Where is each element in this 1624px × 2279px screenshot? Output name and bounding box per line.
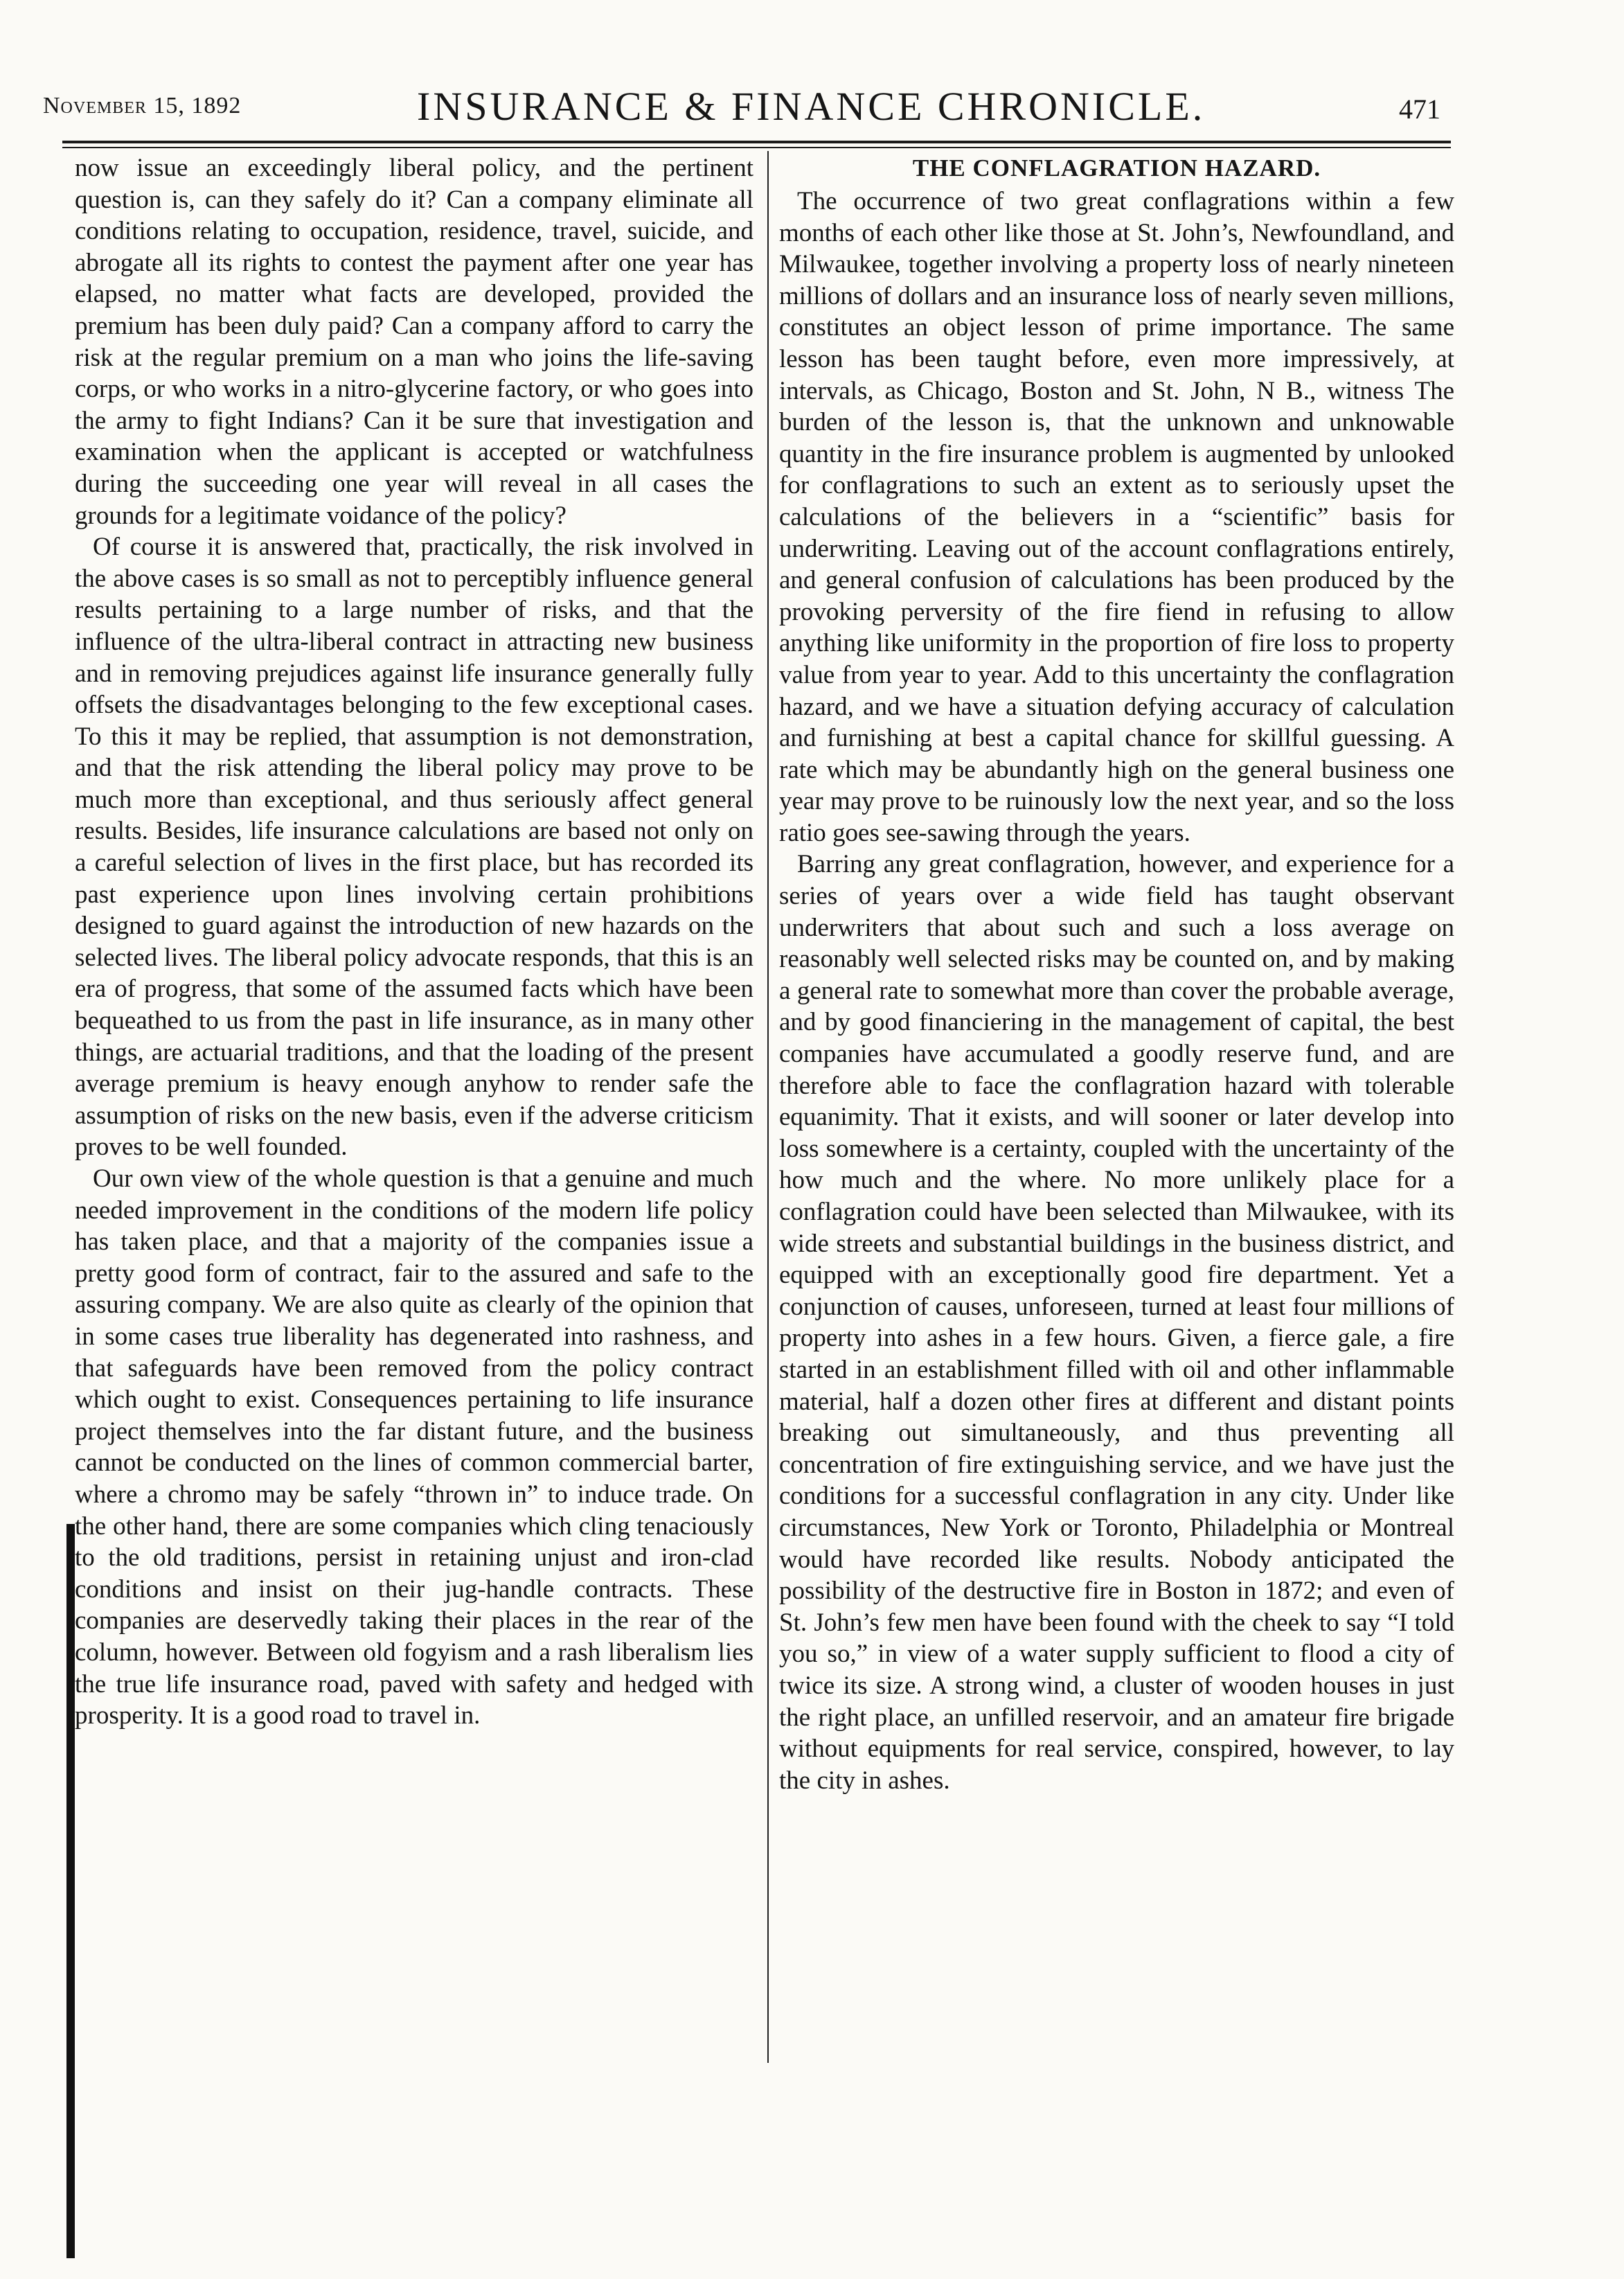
right-column	[779, 152, 1454, 1796]
issue-date: November 15, 1892	[43, 93, 242, 118]
header-rule-thin	[62, 147, 1451, 148]
paragraph: Of course it is answered that, practically, the risk involved in the above cases is so small as not to perceptibly influence general results pertaining to a large number of risks, and that the influence of the ultra-liberal contract in attracting new business and in removing prejudices against life insurance generally fully offsets the disadvantages belonging to the few exceptional cases. To this it may be replied, that assumption is not demonstration, and that the risk attending the liberal policy may prove to be much more than exceptional, and thus seriously affect general results. Besides, life insurance calculations are based not only on a careful selection of lives in the first place, but has recorded its past experience upon lines involving certain prohibitions designed to guard against the introduction of new hazards on the selected lives. The liberal policy advocate responds, that this is an era of progress, that some of the assumed facts which have been bequeathed to us from the past in life insurance, as in many other things, are actuarial traditions, and that the loading of the present average premium is heavy enough anyhow to render safe the assumption of risks on the new basis, even if the adverse criticism proves to be well founded.	[75, 533, 753, 1162]
page-number: 471	[1399, 94, 1440, 125]
header-rule	[62, 141, 1451, 143]
column-divider	[767, 151, 769, 2063]
paragraph: Barring any great conflagration, however, and experience for a series of years over a wide field has taught observant underwriters that about such and such a loss average on reasonably well selected risks may be counted on, and by making a general rate to somewhat more than cover the probable average, and by good financiering in the management of capital, the best companies have accumulated a goodly reserve fund, and are therefore able to face the conflagration hazard with tolerable equanimity. That it exists, and will sooner or later develop into loss somewhere is a certainty, coupled with the uncertainty of the how much and the where. No more unlikely place for a conflagration could have been selected than Milwaukee, with its wide streets and substantial buildings in the business district, and equipped with an exceptionally good fire department. Yet a conjunction of causes, unforeseen, turned at least four millions of property into ashes in a few hours. Given, a fierce gale, a fire started in an establishment filled with oil and other inflammable material, half a dozen other fires at different and distant points breaking out simultaneously, and thus preventing all concentration of fire extinguishing service, and we have just the conditions for a successful conflagration in any city. Under like circumstances, New York or Toronto, Philadelphia or Montreal would have recorded like results. Nobody anticipated the possibility of the destructive fire in Boston in 1872; and even of St. John’s few men have been found with the cheek to say “I told you so,” in view of a water supply sufficient to flood a city of twice its size. A strong wind, a cluster of wooden houses in just the right place, an unfilled reservoir, and an amateur fire brigade without equipments for real service, conspired, however, to lay the city in ashes.	[779, 850, 1454, 1795]
article-title: THE CONFLAGRATION HAZARD.	[912, 154, 1321, 181]
publication-title: INSURANCE & FINANCE CHRONICLE.	[417, 84, 1206, 129]
paragraph: now issue an exceedingly liberal policy, and the pertinent question is, can they safely do it? Can a company eliminate all conditions relating to occupation, residence, travel, suicide, and abrogate all its rights to contest the payment after one year has elapsed, no matter what facts are developed, provided the premium has been duly paid? Can a company afford to carry the risk at the regular premium on a man who joins the life-saving corps, or who works in a nitro-glycerine factory, or who goes into the army to fight Indians? Can it be sure that investigation and examination when the applicant is accepted or watchfulness during the succeeding one year will reveal in all cases the grounds for a legitimate voidance of the policy?	[75, 154, 753, 530]
page-header	[43, 83, 1456, 139]
paragraph: Our own view of the whole question is that a genuine and much needed improvement in the conditions of the modern life policy has taken place, and that a majority of the companies issue a pretty good form of contract, fair to the assured and safe to the assuring company. We are also quite as clearly of the opinion that in some cases true liberality has degenerated into rashness, and that safeguards have been removed from the policy contract which ought to exist. Consequences pertaining to life insurance project themselves into the far distant future, and the business cannot be conducted on the lines of common commercial barter, where a chromo may be safely “thrown in” to induce trade. On the other hand, there are some companies which cling tenaciously to the old traditions, persist in retaining unjust and iron-clad conditions and insist on their jug-handle contracts. These companies are deservedly taking their places in the rear of the column, however. Between old fogyism and a rash liberalism lies the true life insurance road, paved with safety and hedged with prosperity. It is a good road to travel in.	[75, 1164, 753, 1730]
left-column	[75, 152, 753, 1732]
paragraph: The occurrence of two great conflagrations within a few months of each other like those at St. John’s, Newfoundland, and Milwaukee, together involving a property loss of nearly nineteen millions of dollars and an insurance loss of nearly seven millions, constitutes an object lesson of prime importance. The same lesson has been taught before, even more impressively, at intervals, as Chicago, Boston and St. John, N B., witness The burden of the lesson is, that the unknown and unknowable quantity in the fire insurance problem is augmented by unlooked for conflagrations to such an extent as to seriously upset the calculations of the believers in a “scientific” basis for underwriting. Leaving out of the account conflagrations entirely, and general confusion of calculations has been produced by the provoking perversity of the fire fiend in refusing to allow anything like uniformity in the proportion of fire loss to property value from year to year. Add to this uncertainty the conflagration hazard, and we have a situation defying accuracy of calculation and furnishing at best a capital chance for skillful guessing. A rate which may be abundantly high on the general business one year may prove to be ruinously low the next year, and so the loss ratio goes see-sawing through the years.	[779, 187, 1454, 847]
margin-mark	[66, 1524, 75, 2258]
